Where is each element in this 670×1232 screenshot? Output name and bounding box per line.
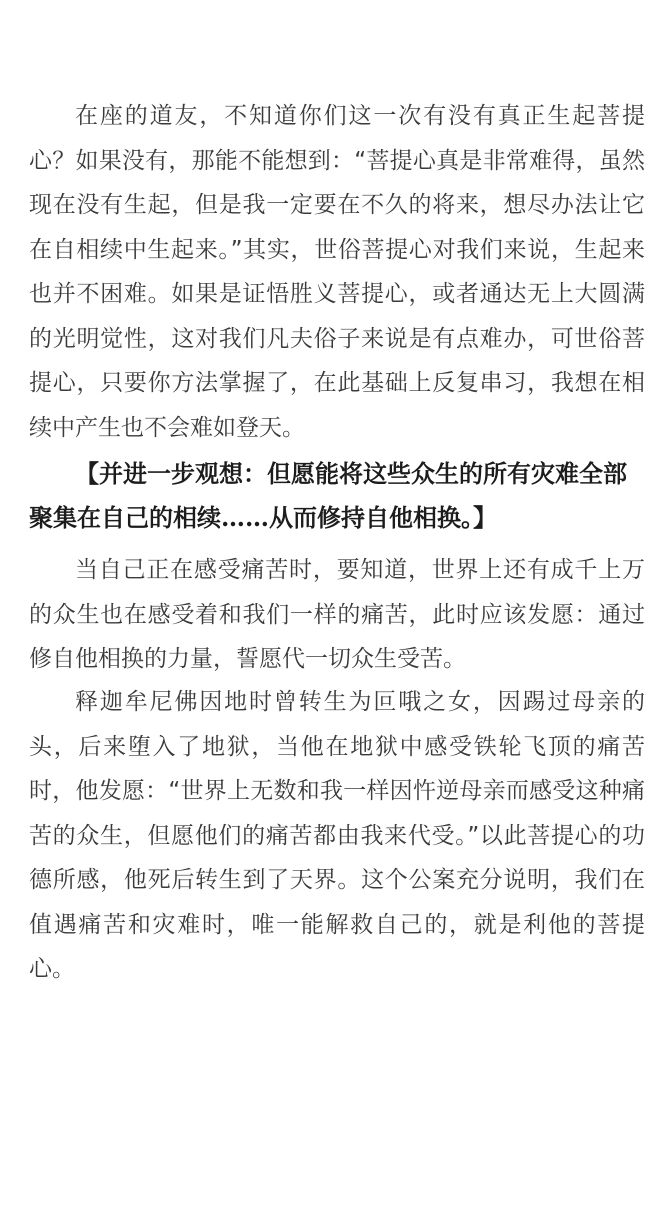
paragraph-buddha-story: 释迦牟尼佛因地时曾转生为叵哦之女，因踢过母亲的头，后来堕入了地狱，当他在地狱中感受铁轮飞顶的痛苦时，他发愿：“世界上无数和我一样因忤逆母亲而感受这种痛苦的众生，但愿他们的痛苦都由我来代受。”以此菩提心的功德所感，他死后转生到了天界。这个公案充分说明，我们在值遇痛苦和灾难时，唯一能解救自己的，就是利他的菩提心。 — [29, 689, 645, 982]
section-heading-quote: 【并进一步观想：但愿能将这些众生的所有灾难全部聚集在自己的相续……从而修持自他相换。】 — [29, 459, 627, 532]
paragraph-exchange-self-other: 当自己正在感受痛苦时，要知道，世界上还有成千上万的众生也在感受着和我们一样的痛苦，此时应该发愿：通过修自他相换的力量，誓愿代一切众生受苦。 — [29, 557, 645, 672]
paragraph-bodhicitta-intro: 在座的道友，不知道你们这一次有没有真正生起菩提心？如果没有，那能不能想到：“菩提心真是非常难得，虽然现在没有生起，但是我一定要在不久的将来，想尽办法让它在自相续中生起来。”其实，世俗菩提心对我们来说，生起来也并不困难。如果是证悟胜义菩提心，或者通达无上大圆满的光明觉性，这对我们凡夫俗子来说是有点难办，可世俗菩提心，只要你方法掌握了，在此基础上反复串习，我想在相续中产生也不会难如登天。 — [29, 103, 645, 441]
